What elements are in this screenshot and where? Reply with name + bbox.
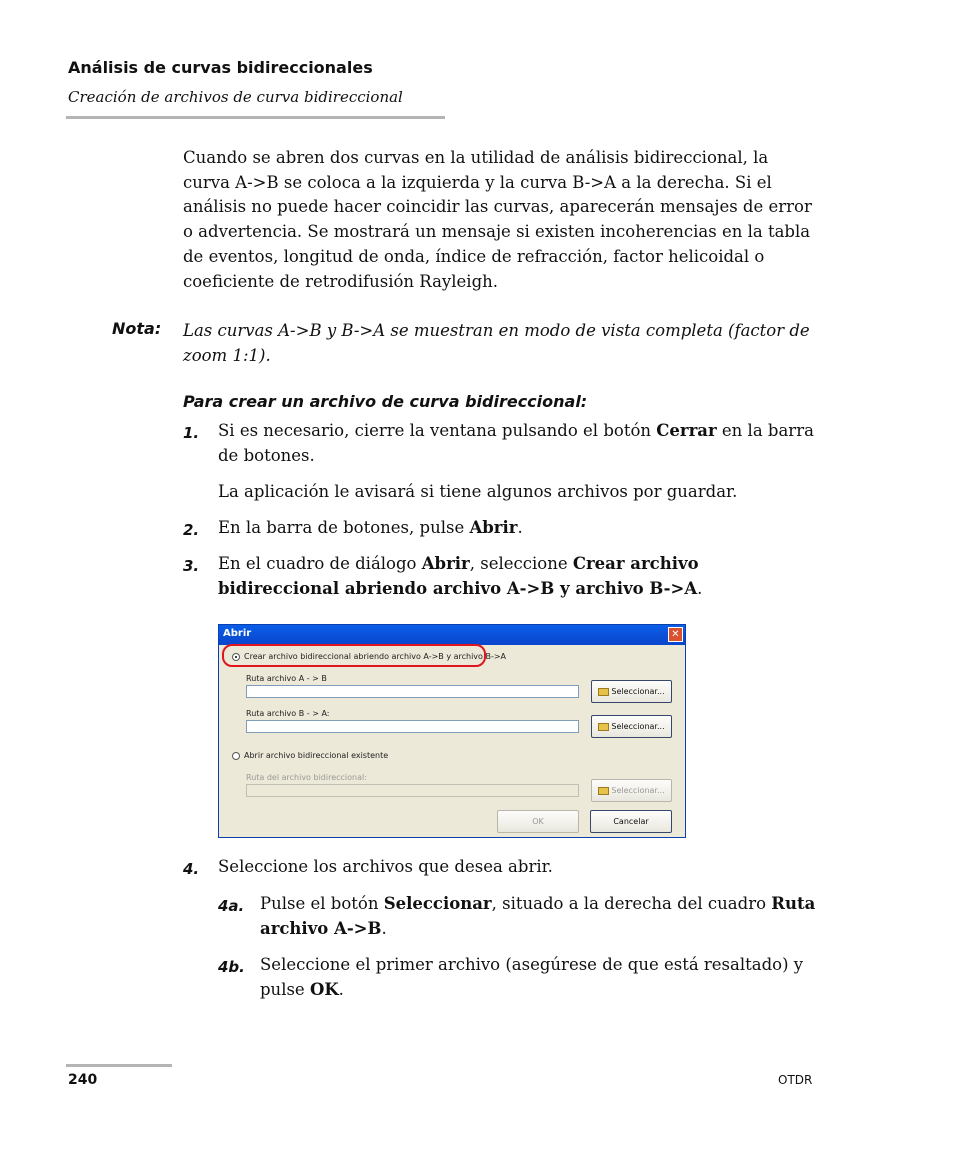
close-icon[interactable]: ✕ (668, 627, 683, 642)
path-b-input[interactable] (246, 720, 579, 733)
header-rule (66, 116, 445, 119)
select-b-button[interactable]: Seleccionar... (591, 715, 672, 738)
path-a-input[interactable] (246, 685, 579, 698)
cancel-button[interactable]: Cancelar (590, 810, 672, 833)
path-a-label: Ruta archivo A - > B (246, 674, 327, 683)
radio-create-bidir[interactable] (232, 653, 240, 661)
select-bidir-button[interactable]: Seleccionar... (591, 779, 672, 802)
open-dialog (218, 624, 686, 838)
folder-icon (598, 723, 609, 731)
step-number: 2. (183, 521, 200, 539)
note-text: Las curvas A->B y B->A se muestran en modo de vista completa (factor de zoom 1:1). (183, 321, 810, 365)
substep-number: 4b. (218, 958, 245, 976)
substep-4b-text: Seleccione el primer archivo (asegúrese de que está resaltado) y pulse OK. (260, 955, 804, 999)
path-b-label: Ruta archivo B - > A: (246, 709, 330, 718)
folder-icon (598, 787, 609, 795)
procedure-title: Para crear un archivo de curva bidireccional: (183, 392, 588, 411)
step-1-extra: La aplicación le avisará si tiene algunos archivos por guardar. (218, 482, 738, 501)
intro-paragraph: Cuando se abren dos curvas en la utilidad de análisis bidireccional, la curva A->B se coloca a la izquierda y la curva B->A a la derecha. Si el análisis no puede hacer coincidir las curvas, aparecerán mensajes de error o advertencia. Se mostrará un mensaje si existen incoherencias en la tabla de eventos, longitud de onda, índice de refracción, factor helicoidal o coeficiente de retrodifusión Rayleigh. (183, 148, 812, 291)
substep-number: 4a. (218, 897, 245, 915)
page-number: 240 (68, 1072, 98, 1088)
footer-rule (66, 1064, 172, 1067)
step-number: 1. (183, 424, 200, 442)
option-open-label: Abrir archivo bidireccional existente (244, 751, 389, 760)
path-bidir-input[interactable] (246, 784, 579, 797)
radio-open-existing[interactable] (232, 752, 240, 760)
substep-4a-text: Pulse el botón Seleccionar, situado a la derecha del cuadro Ruta archivo A->B. (260, 894, 816, 938)
step-3-text: En el cuadro de diálogo Abrir, seleccione Crear archivo bidireccional abriendo archivo A->B y archivo B->A. (218, 554, 703, 598)
folder-icon (598, 688, 609, 696)
note-label: Nota: (112, 319, 162, 338)
section-title: Análisis de curvas bidireccionales (68, 58, 373, 77)
section-subtitle: Creación de archivos de curva bidireccional (68, 88, 403, 106)
select-a-button[interactable]: Seleccionar... (591, 680, 672, 703)
step-2-text: En la barra de botones, pulse Abrir. (218, 518, 523, 537)
step-number: 3. (183, 557, 200, 575)
product-name: OTDR (778, 1073, 813, 1087)
dialog-title: Abrir (223, 628, 252, 639)
ok-button[interactable]: OK (497, 810, 579, 833)
step-number: 4. (183, 860, 200, 878)
dialog-titlebar (219, 625, 685, 645)
step-1-text: Si es necesario, cierre la ventana pulsando el botón Cerrar en la barra de botones. (218, 421, 814, 465)
step-4-text: Seleccione los archivos que desea abrir. (218, 857, 553, 876)
option-create-label: Crear archivo bidireccional abriendo archivo A->B y archivo B->A (244, 652, 507, 661)
path-bidir-label: Ruta del archivo bidireccional: (246, 773, 367, 782)
